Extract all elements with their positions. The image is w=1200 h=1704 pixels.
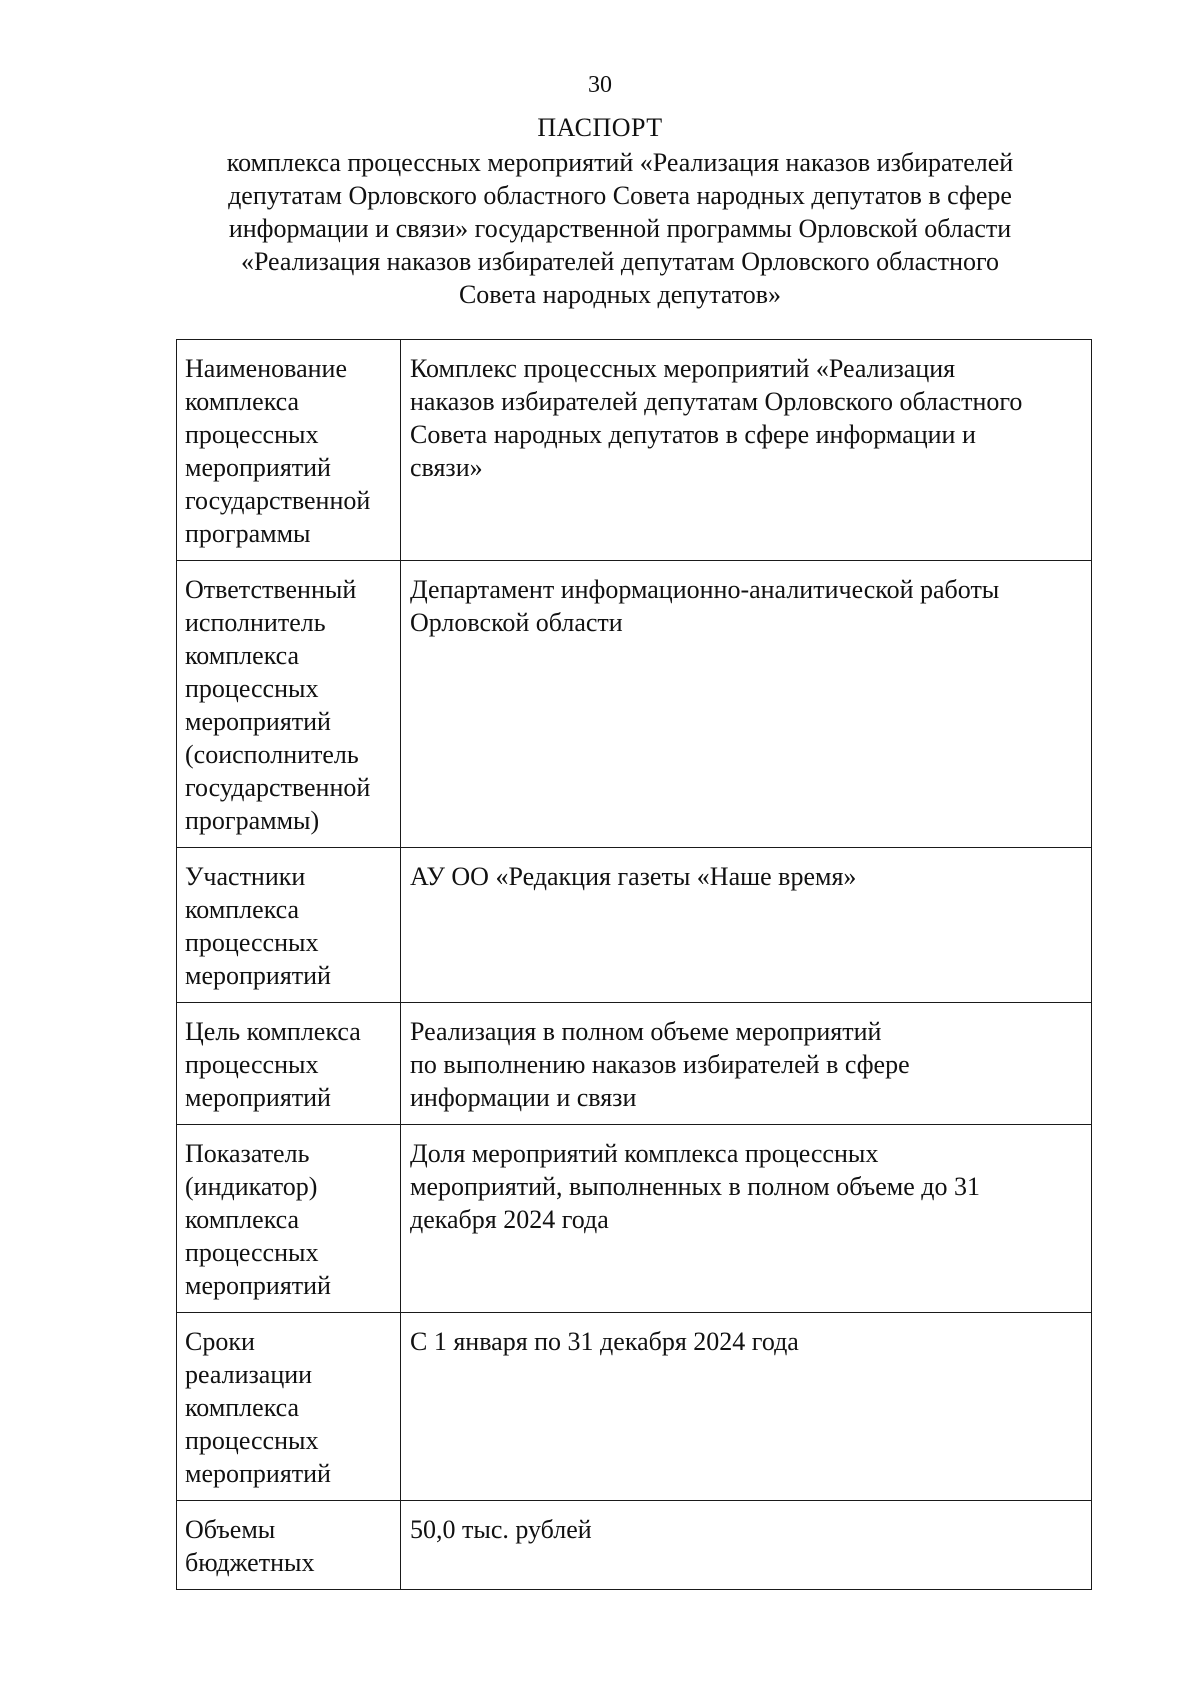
label-line: программы [185,519,311,548]
table-row [177,1313,1092,1501]
row-label-responsible-executor [177,561,401,848]
label-line: бюджетных [185,1548,315,1577]
value-line: Орловской области [410,608,623,637]
row-value-program-name [401,340,1092,561]
value-line: Реализация в полном объеме мероприятий [410,1017,882,1046]
label-line: процессных [185,1050,319,1079]
value-line: информации и связи [410,1083,637,1112]
label-line: мероприятий [185,1459,331,1488]
label-line: (соисполнитель [185,740,359,769]
value-line: С 1 января по 31 декабря 2024 года [410,1327,799,1356]
row-value-responsible-executor [401,561,1092,848]
value-line: Департамент информационно-аналитической работы [410,575,1000,604]
label-line: мероприятий [185,453,331,482]
label-line: Цель комплекса [185,1017,361,1046]
row-label-program-name [177,340,401,561]
subtitle-line: Совета народных депутатов» [458,280,782,309]
table-row [177,1003,1092,1125]
label-line: Участники [185,862,306,891]
table-row [177,1501,1092,1590]
value-line: связи» [410,453,483,482]
label-line: комплекса [185,1393,300,1422]
row-value-timeframe [401,1313,1092,1501]
label-line: процессных [185,1238,319,1267]
label-line: мероприятий [185,1271,331,1300]
label-line: исполнитель [185,608,326,637]
document-subtitle [190,146,1050,311]
label-line: комплекса [185,641,300,670]
table-row [177,848,1092,1003]
label-line: Ответственный [185,575,357,604]
table-row [177,340,1092,561]
page-number: 30 [588,72,612,98]
label-line: Показатель [185,1139,310,1168]
value-line: мероприятий, выполненных в полном объеме до 31 [410,1172,980,1201]
label-line: комплекса [185,387,300,416]
value-line: АУ ОО «Редакция газеты «Наше время» [410,862,857,891]
row-label-participants [177,848,401,1003]
label-line: комплекса [185,895,300,924]
subtitle-line: комплекса процессных мероприятий «Реализация наказов избирателей [226,148,1014,177]
row-value-participants [401,848,1092,1003]
value-line: Совета народных депутатов в сфере информации и [410,420,976,449]
document-title: ПАСПОРТ [537,113,663,142]
label-line: Наименование [185,354,347,383]
label-line: Сроки [185,1327,255,1356]
row-label-timeframe [177,1313,401,1501]
value-line: по выполнению наказов избирателей в сфере [410,1050,910,1079]
row-value-budget-volume [401,1501,1092,1590]
label-line: процессных [185,674,319,703]
label-line: мероприятий [185,1083,331,1112]
row-value-indicator [401,1125,1092,1313]
label-line: (индикатор) [185,1172,318,1201]
passport-table [176,339,1092,1590]
label-line: мероприятий [185,707,331,736]
value-line: наказов избирателей депутатам Орловского областного [410,387,1023,416]
label-line: реализации [185,1360,313,1389]
subtitle-line: информации и связи» государственной программы Орловской области [228,214,1012,243]
label-line: мероприятий [185,961,331,990]
row-label-goal [177,1003,401,1125]
row-label-budget-volume [177,1501,401,1590]
table-row [177,561,1092,848]
table-row [177,1125,1092,1313]
value-line: Комплекс процессных мероприятий «Реализация [410,354,956,383]
label-line: процессных [185,928,319,957]
value-line: 50,0 тыс. рублей [410,1515,592,1544]
row-value-goal [401,1003,1092,1125]
label-line: государственной [185,486,371,515]
label-line: процессных [185,420,319,449]
subtitle-line: депутатам Орловского областного Совета народных депутатов в сфере [228,181,1012,210]
row-label-indicator [177,1125,401,1313]
label-line: программы) [185,806,320,835]
label-line: процессных [185,1426,319,1455]
label-line: Объемы [185,1515,276,1544]
value-line: Доля мероприятий комплекса процессных [410,1139,879,1168]
value-line: декабря 2024 года [410,1205,609,1234]
subtitle-line: «Реализация наказов избирателей депутатам Орловского областного [240,247,1000,276]
label-line: комплекса [185,1205,300,1234]
label-line: государственной [185,773,371,802]
